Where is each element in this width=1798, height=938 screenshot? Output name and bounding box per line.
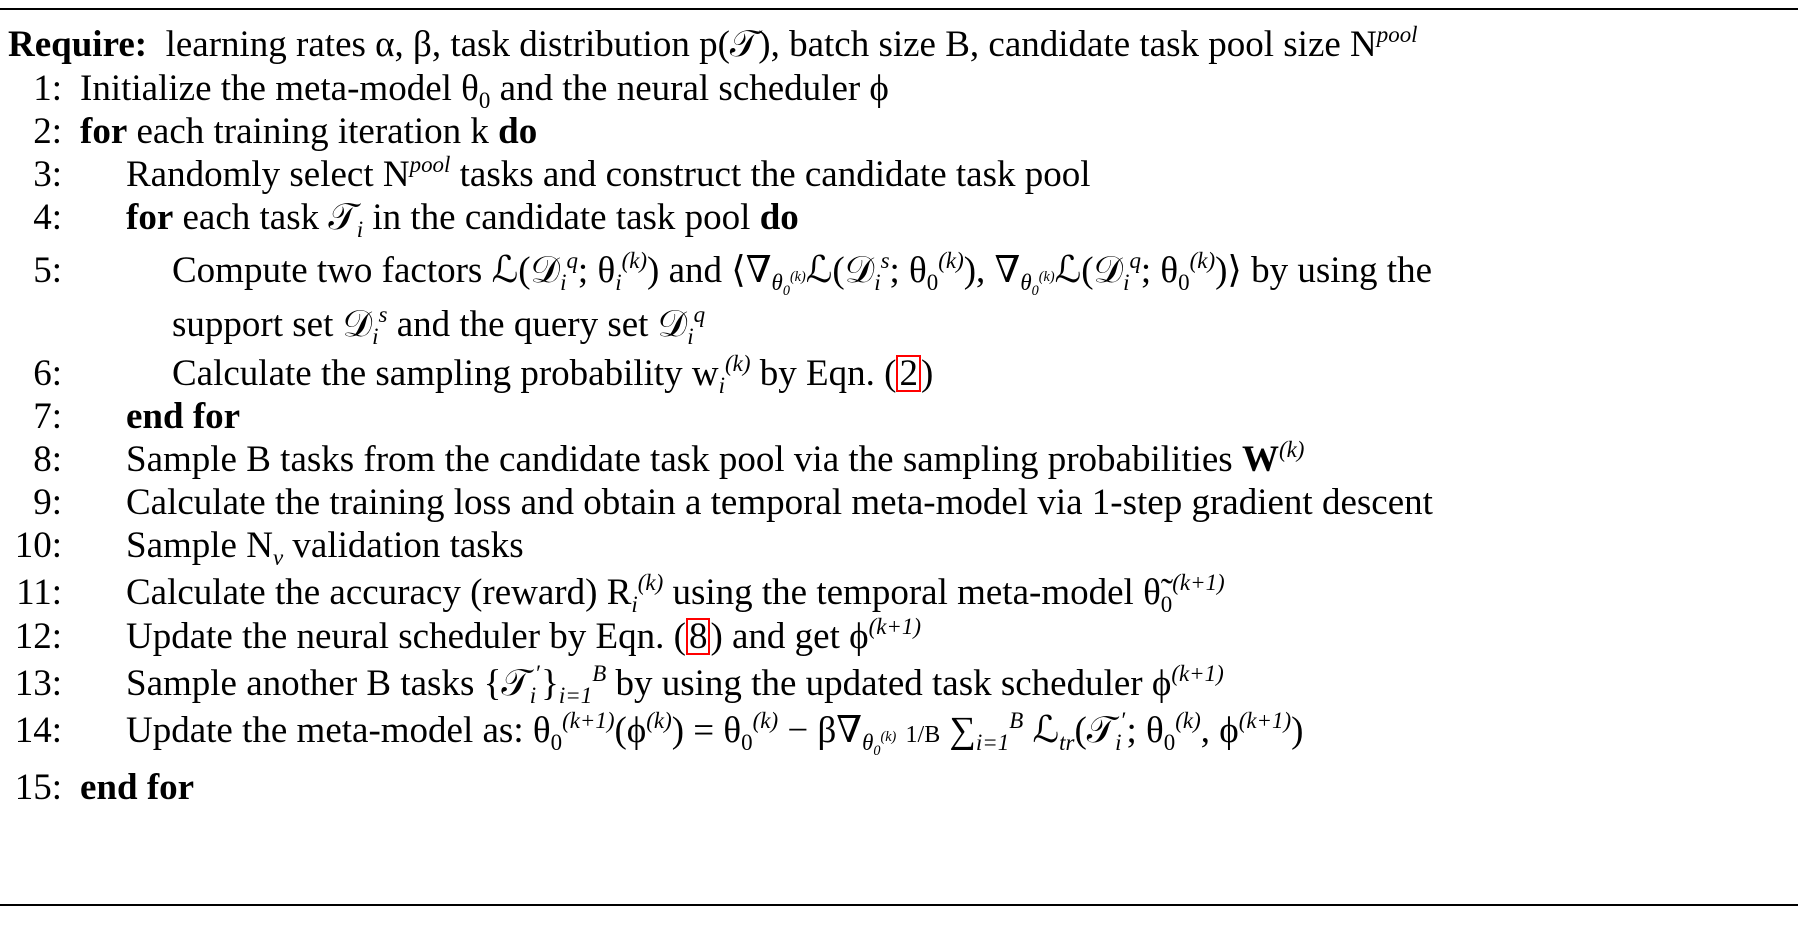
require-text: learning rates α, β, task distribution p(𝒯), batch size B, candidate task pool size N (165, 24, 1377, 65)
line-number: 12: (14, 616, 62, 657)
line-number: 10: (14, 525, 62, 566)
line-number: 4: (33, 197, 62, 238)
top-rule (0, 8, 1798, 10)
line-number: 1: (33, 68, 62, 109)
bottom-rule (0, 904, 1798, 906)
line-number: 8: (33, 439, 62, 480)
line-number: 9: (33, 482, 62, 523)
line-number: 7: (33, 396, 62, 437)
equation-reference-link[interactable]: 2 (896, 355, 921, 392)
line-number: 2: (33, 111, 62, 152)
line-number: 3: (33, 154, 62, 195)
line-number: 13: (14, 663, 62, 704)
equation-reference-link[interactable]: 8 (686, 618, 711, 655)
line-number: 11: (16, 572, 62, 613)
line-number: 5: (33, 250, 62, 291)
require-keyword: Require: (8, 24, 148, 65)
line-number: 15: (14, 767, 62, 808)
line-number: 14: (14, 710, 62, 751)
line-number: 6: (33, 353, 62, 394)
require-line: Require: learning rates α, β, task distribution p(𝒯), batch size B, candidate task pool size $N^{pool}$ (8, 22, 1418, 65)
